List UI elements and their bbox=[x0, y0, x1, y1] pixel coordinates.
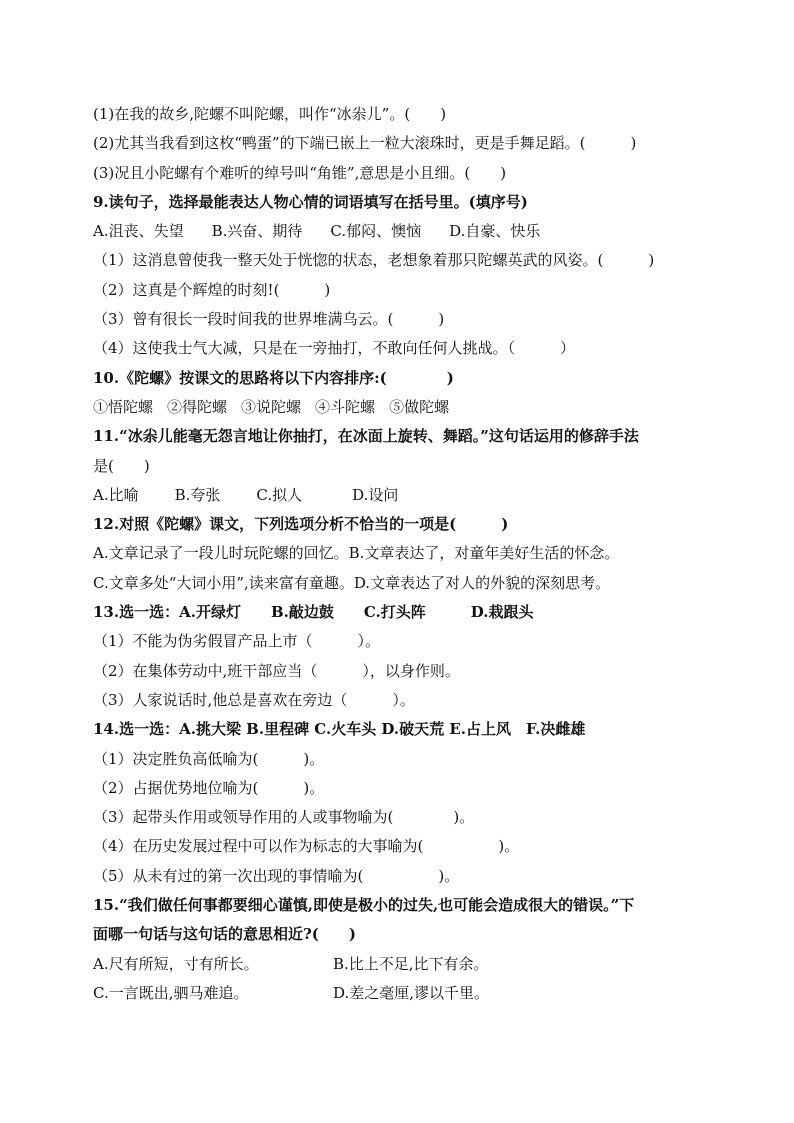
question-line: (2)尤其当我看到这枚“鸭蛋”的下端已嵌上一粒大滚珠时，更是手舞足蹈。( ) bbox=[93, 134, 637, 153]
option-item: D.差之毫厘,谬以千里。 bbox=[333, 983, 490, 1002]
option-item: ④斗陀螺 bbox=[315, 397, 376, 416]
question-line: （1）不能为伪劣假冒产品上市（ ）。 bbox=[93, 632, 381, 651]
question-heading: 13.选一选：A.开绿灯 B.敲边鼓 C.打头阵 D.栽跟头 bbox=[93, 603, 534, 622]
option-item: C.一言既出,驷马难追。 bbox=[93, 983, 249, 1002]
option-item: ⑤做陀螺 bbox=[389, 397, 450, 416]
option-item: D.自豪、快乐 bbox=[449, 222, 541, 241]
question-line: （5）从未有过的第一次出现的事情喻为( )。 bbox=[93, 866, 460, 885]
question-line: （2）这真是个辉煌的时刻!( ) bbox=[93, 280, 331, 299]
question-line: C.文章多处“大词小用”,读来富有童趣。D.文章表达了对人的外貌的深刻思考。 bbox=[93, 573, 611, 592]
option-item: B.比上不足,比下有余。 bbox=[333, 954, 489, 973]
option-item: C.郁闷、懊恼 bbox=[330, 222, 422, 241]
option-item: A.沮丧、失望 bbox=[93, 222, 184, 241]
option-item: C.拟人 bbox=[256, 485, 303, 504]
question-heading: 12.对照《陀螺》课文，下列选项分析不恰当的一项是( ) bbox=[93, 515, 509, 534]
question-line: （3）曾有很长一段时间我的世界堆满乌云。( ) bbox=[93, 310, 445, 329]
option-item: ③说陀螺 bbox=[241, 397, 302, 416]
question-line: （4）这使我士气大减，只是在一旁抽打，不敢向任何人挑战。（ ） bbox=[93, 339, 576, 358]
question-line: （2）占据优势地位喻为( )。 bbox=[93, 778, 325, 797]
question-heading: 10.《陀螺》按课文的思路将以下内容排序:( ) bbox=[93, 368, 454, 387]
question-line: （4）在历史发展过程中可以作为标志的大事喻为( )。 bbox=[93, 837, 520, 856]
question-heading: 15.“我们做任何事都要细心谨慎,即使是极小的过失,也可能会造成很大的错误。”下 bbox=[93, 896, 635, 915]
question-heading: 14.选一选：A.挑大梁 B.里程碑 C.火车头 D.破天荒 E.占上风 F.决雌雄 bbox=[93, 720, 586, 739]
content-lines bbox=[93, 100, 713, 1008]
option-pair-row bbox=[93, 979, 713, 1008]
worksheet-page bbox=[93, 100, 713, 1008]
question-line: 是( ) bbox=[93, 456, 150, 475]
option-item: B.夸张 bbox=[174, 485, 221, 504]
question-line: （1）决定胜负高低喻为( )。 bbox=[93, 749, 325, 768]
question-line: (3)况且小陀螺有个难听的绰号叫“角锥”,意思是小且细。( ) bbox=[93, 163, 507, 182]
question-heading: 9.读句子，选择最能表达人物心情的词语填写在括号里。(填序号) bbox=[93, 192, 528, 211]
option-item: A.尺有所短，寸有所长。 bbox=[93, 954, 259, 973]
question-line: A.文章记录了一段儿时玩陀螺的回忆。B.文章表达了，对童年美好生活的怀念。 bbox=[93, 544, 620, 563]
option-row bbox=[93, 481, 713, 510]
question-heading: 面哪一句话与这句话的意思相近?( ) bbox=[93, 925, 356, 944]
option-item: ①悟陀螺 bbox=[93, 397, 154, 416]
question-line: （3）人家说话时,他总是喜欢在旁边（ ）。 bbox=[93, 690, 415, 709]
question-line: （2）在集体劳动中,班干部应当（ ），以身作则。 bbox=[93, 661, 460, 680]
option-item: B.兴奋、期待 bbox=[211, 222, 303, 241]
option-item: D.设问 bbox=[352, 485, 399, 504]
option-row bbox=[93, 217, 713, 246]
option-item: ②得陀螺 bbox=[167, 397, 228, 416]
option-pair-row bbox=[93, 950, 713, 979]
question-heading: 11.“冰尜儿能毫无怨言地让你抽打，在冰面上旋转、舞蹈。”这句话运用的修辞手法 bbox=[93, 427, 639, 446]
option-item: A.比喻 bbox=[93, 485, 139, 504]
question-line: （1）这消息曾使我一整天处于恍惚的状态，老想象着那只陀螺英武的风姿。( ) bbox=[93, 251, 655, 270]
option-row bbox=[93, 393, 713, 422]
question-line: （3）起带头作用或领导作用的人或事物喻为( )。 bbox=[93, 808, 475, 827]
question-line: (1)在我的故乡,陀螺不叫陀螺，叫作“冰尜儿”。( ) bbox=[93, 105, 447, 123]
